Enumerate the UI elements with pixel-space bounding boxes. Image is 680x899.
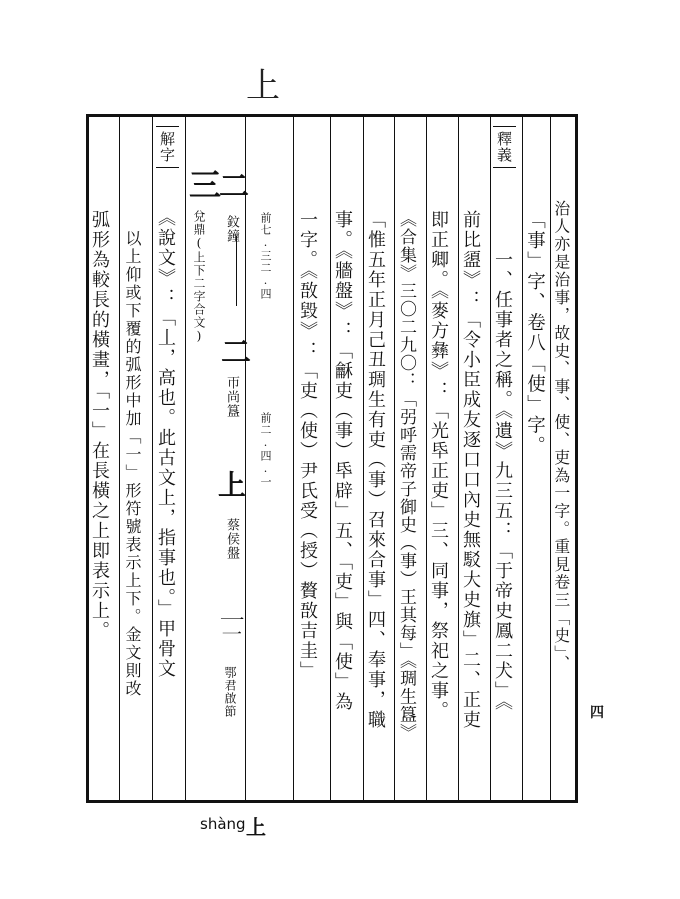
column-divider <box>119 114 120 803</box>
definition-line: 事。《牆盤》：「龢吏（事）氒辟」五、「吏」與「使」為 <box>332 210 353 712</box>
definition-line: 治人亦是治事，故史、事、使、吏為一字。重見卷三「史」、 <box>551 200 571 673</box>
form-source: 鄂君啟節 <box>223 666 237 718</box>
form-glyph: 二 <box>213 170 248 200</box>
form-glyph: 𠄟 <box>215 612 245 638</box>
definition-label: 釋義 <box>493 126 516 168</box>
page-number: 四 <box>590 705 604 721</box>
column-divider <box>426 114 427 803</box>
form-source: 帀尚簋 <box>224 376 239 418</box>
definition-line: 即正卿。《麥方彝》：「光氒正吏」三、同事，祭祀之事。 <box>428 210 449 721</box>
column-divider <box>293 114 294 803</box>
column-divider <box>330 114 331 803</box>
definition-line: 《合集》三〇二九〇：「弜呼需帝子御史（事）王其每」《琱生簋》 <box>396 210 416 742</box>
definition-line: 「事」字、卷八「使」字。 <box>524 210 546 456</box>
form-source: 前七.三二.四 <box>259 212 272 300</box>
heading-glyph: 上 <box>246 66 280 106</box>
analysis-line: 以上仰或下覆的弧形中加「一」形符號表示上下。金文則改 <box>123 230 142 698</box>
column-divider <box>394 114 395 803</box>
form-glyph: 二 <box>215 336 250 366</box>
column-divider <box>363 114 364 803</box>
form-glyph: 三 <box>184 168 222 200</box>
footer-pinyin: shàng <box>200 815 246 833</box>
analysis-label: 解字 <box>156 126 179 168</box>
form-source: 蔡侯盤 <box>224 518 239 560</box>
column-divider <box>458 114 459 803</box>
column-divider <box>185 114 186 803</box>
column-divider <box>490 114 491 803</box>
column-divider <box>245 114 246 803</box>
form-glyph: 上 <box>214 470 247 498</box>
column-divider <box>550 114 551 803</box>
definition-line: 一字。《敔毀》：「吏（使）尹氏受（授）贅敔吉圭」 <box>297 210 318 681</box>
form-caption: 兌鼎(上下二字合文) <box>192 210 206 344</box>
form-stroke-mark <box>236 236 237 306</box>
analysis-line: 弧形為較長的橫畫，「一」在長橫之上即表示上。 <box>89 210 110 641</box>
footer-character: 上 <box>246 815 266 839</box>
definition-line: 「惟五年正月己丑琱生有吏（事）召來合事」四、奉事，職 <box>365 210 386 730</box>
column-divider <box>522 114 523 803</box>
definition-line: 一、任事者之稱。《遺》九三五：「于帝史鳳二犬」《 <box>492 250 513 712</box>
definition-line: 前比盨》：「令小臣成友逐口口內史無駁大史旗」二、正吏 <box>460 210 481 730</box>
column-divider <box>152 114 153 803</box>
form-source: 鈫鐘 <box>224 215 239 243</box>
analysis-line: 《說文》：「丄，高也。此古文上，指事也。」甲骨文 <box>155 208 176 679</box>
form-source: 前二.四.一 <box>259 412 272 488</box>
